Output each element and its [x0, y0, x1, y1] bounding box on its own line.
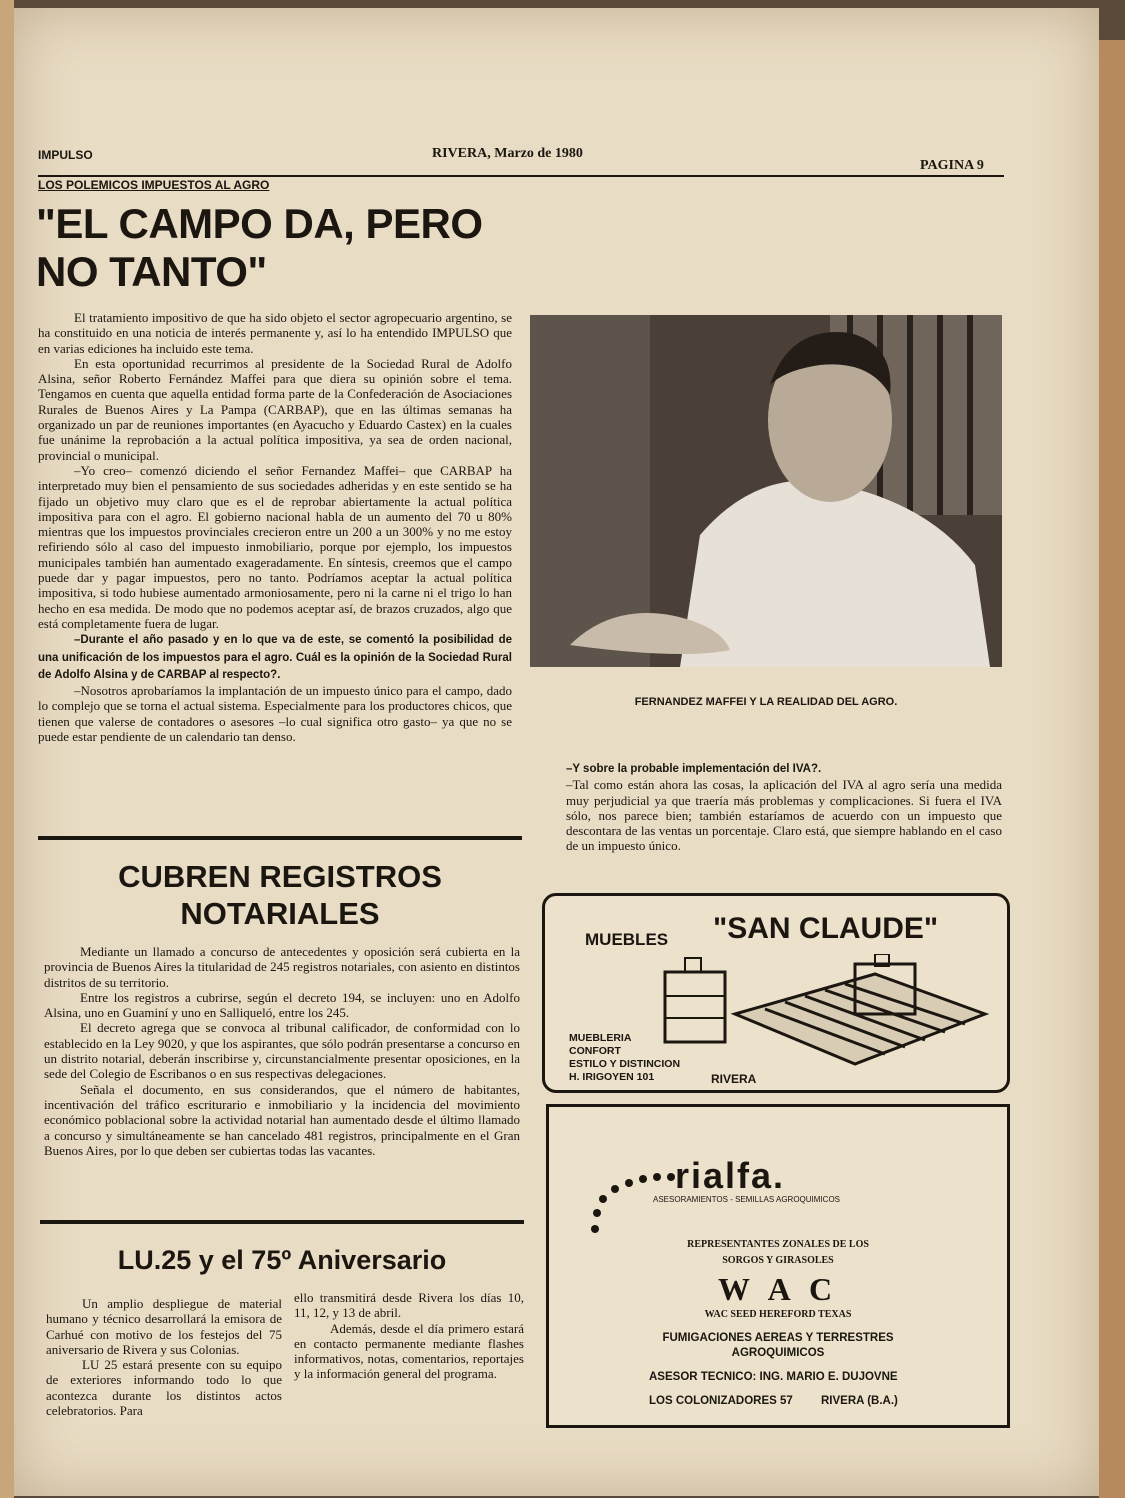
article-kicker: LOS POLEMICOS IMPUESTOS AL AGRO: [38, 178, 270, 192]
article-question: –Y sobre la probable implementación del IVA?.: [566, 763, 822, 775]
ad-asesor: ASESOR TECNICO: ING. MARIO E. DUJOVNE: [649, 1371, 898, 1383]
ad-wac-subtitle: WAC SEED HEREFORD TEXAS: [704, 1309, 852, 1320]
header-publication: IMPULSO: [38, 148, 93, 162]
ad-brand-name: "SAN CLAUDE": [713, 912, 939, 945]
header-page-number: PAGINA 9: [920, 158, 984, 173]
section-rule: [38, 836, 522, 840]
ad-details: MUEBLERIA CONFORT ESTILO Y DISTINCION H. IRIGOYEN 101: [569, 1032, 681, 1083]
article-headline: "EL CAMPO DA, PERO NO TANTO": [36, 200, 483, 295]
article-paragraph: En esta oportunidad recurrimos al presidente de la Sociedad Rural de Adolfo Alsina, señor Roberto Fernández Maffei para que diera su opinión sobre el tema. Tengamos en cuenta que aquella entidad forma parte de la Confederación de Asociaciones Rurales de Buenos Aires y La Pampa (CARBAP), que en las últimas semanas ha organizado un par de reuniones importantes (en Ayacucho y Eduardo Castex) en la cuales fue unánime la reprobación a la actual política impositiva, ya sea de orden nacional, provincial o municipal.: [38, 355, 512, 463]
article-paragraph: Señala el documento, en sus considerandos, que el número de habitantes, incentivación del tráfico escriturario e inmobiliario y la incidencia del movimiento económico poblacional sobre la actividad notarial han aumentado desde el último llamado a concurso y simultáneamente se han cancelado 481 registros, principalmente en el Gran Buenos Aires, por lo que deben ser cubiertas todas las vacantes.: [44, 1081, 520, 1158]
ad-address: LOS COLONIZADORES 57: [649, 1395, 793, 1407]
article-paragraph: Un amplio despliegue de material humano y técnico desarrollará la emisora de Carhué con motivo de los festejos del 75 aniversario de Rivera y sus Colonias.: [46, 1296, 282, 1357]
article-question: –Durante el año pasado y en lo que va de este, se comentó la posibilidad de una unificación de los impuestos para el agro. Cuál es la opinión de la Sociedad Rural de Adolfo Alsina y de CARBAP al respecto?.: [38, 634, 512, 681]
article-paragraph: –Tal como están ahora las cosas, la aplicación del IVA al agro sería una medida muy perjudicial ya que traería más problemas y complicaciones. Si fuera el IVA sólo, nos parece bien; también estaríamos de acuerdo con un impuesto que descontara de las ventas un porcentaje. Claro está, que siempre hablando en el caso de un impuesto único.: [566, 777, 1002, 854]
article-body-left: [38, 310, 512, 744]
article-paragraph: ello transmitirá desde Rivera los días 10, 11, 12, y 13 de abril.: [294, 1290, 524, 1321]
ad-rialfa: [546, 1104, 1010, 1428]
ad-prefix: MUEBLES: [585, 930, 669, 949]
page-edge-right: [1099, 40, 1125, 1498]
lu25-column-1: [46, 1296, 282, 1418]
article-paragraph: Además, desde el día primero estará en contacto permanente mediante flashes informativos, notas, comentarios, reportajes y la información general del programa.: [294, 1320, 524, 1382]
ad-rialfa-town: RIVERA (B.A.): [821, 1395, 898, 1407]
ad-town: RIVERA: [711, 1072, 757, 1086]
ad-wac-brand: W A C: [717, 1271, 839, 1307]
ad-san-claude: [542, 893, 1010, 1093]
article-paragraph: LU 25 estará presente con su equipo de exteriores informando todo lo que acontezca durante los distintos actos celebratorios. Para: [46, 1357, 282, 1419]
portrait-photo: [530, 315, 1002, 667]
notariales-body: [44, 944, 520, 1158]
lu25-title: LU.25 y el 75º Aniversario: [117, 1245, 447, 1275]
lu25-column-2: [294, 1290, 524, 1382]
article-paragraph: El tratamiento impositivo de que ha sido objeto el sector agropecuario argentino, se ha constituido en una noticia de interés permanente y, así lo ha entendido IMPULSO que en varias ediciones ha incluido este tema.: [38, 310, 512, 356]
ad-fumigaciones: FUMIGACIONES AEREAS Y TERRESTRES AGROQUIMICOS: [662, 1332, 894, 1359]
bedroom-furniture-illustration: [655, 954, 995, 1074]
section-rule: [40, 1220, 524, 1224]
page-edge-left: [0, 0, 14, 1498]
header-dateline: RIVERA, Marzo de 1980: [432, 146, 583, 161]
ad-rialfa-representatives: REPRESENTANTES ZONALES DE LOS SORGOS Y GIRASOLES: [687, 1239, 869, 1266]
article-paragraph: Entre los registros a cubrirse, según el decreto 194, se incluyen: uno en Adolfo Alsina, uno en Guaminí y uno en Salliqueló, entre los 245.: [44, 989, 520, 1021]
ad-rialfa-tagline: ASESORAMIENTOS - SEMILLAS AGROQUIMICOS: [653, 1195, 841, 1204]
photo-caption: FERNANDEZ MAFFEI Y LA REALIDAD DEL AGRO.: [634, 696, 898, 708]
header-rule: [38, 175, 1004, 177]
notariales-title: CUBREN REGISTROS NOTARIALES: [118, 859, 442, 931]
article-paragraph: –Nosotros aprobaríamos la implantación de un impuesto único para el campo, dado lo complejo que se torna el actual sistema. Especialmente para los productores chicos, que tienen que valerse de contadores o asesores –lo cual significa otro gasto– ya que no se puede estar pendiente de un calendario tan denso.: [38, 683, 512, 745]
article-body-right: [566, 760, 1002, 854]
ad-rialfa-logo: rialfa.: [675, 1155, 786, 1196]
article-paragraph: –Yo creo– comenzó diciendo el señor Fernandez Maffei– que CARBAP ha interpretado muy bien el pensamiento de sus sociedades adheridas y en este sentido se ha fijado un objetivo muy claro que es el de reprobar abiertamente la actual política impositiva para con el agro. El gobierno nacional habla de un aumento del 70 u 80% mientras que los impuestos provinciales crecieron entre un 200 a un 300% y no me estoy refiriendo sólo al caso del impuesto inmobiliario, porque por ejemplo, los impuestos municipales también han aumentado exageradamente. En síntesis, creemos que el campo puede dar y pagar impuestos, pero no tanto. Podríamos aceptar la actual política impositiva, si todo hubiese aumentado armoniosamente, pero ni la carne ni el trigo lo han hecho en esa medida. De modo que no podemos aceptar así, de brazos cruzados, algo que está completamente fuera de lugar.: [38, 462, 512, 631]
article-paragraph: Mediante un llamado a concurso de antecedentes y oposición será cubierta en la provincia de Buenos Aires la titularidad de 245 registros notariales, con asiento en distintos distritos de su territorio.: [44, 944, 520, 990]
article-paragraph: El decreto agrega que se convoca al tribunal calificador, de conformidad con lo establecido en la Ley 9020, y que los aspirantes, que sólo podrán presentarse a concurso en un distrito notarial, deberán inscribirse y, circunstancialmente presentar oposiciones, en la sede del Colegio de Escribanos o en sus respectivas delegaciones.: [44, 1020, 520, 1082]
